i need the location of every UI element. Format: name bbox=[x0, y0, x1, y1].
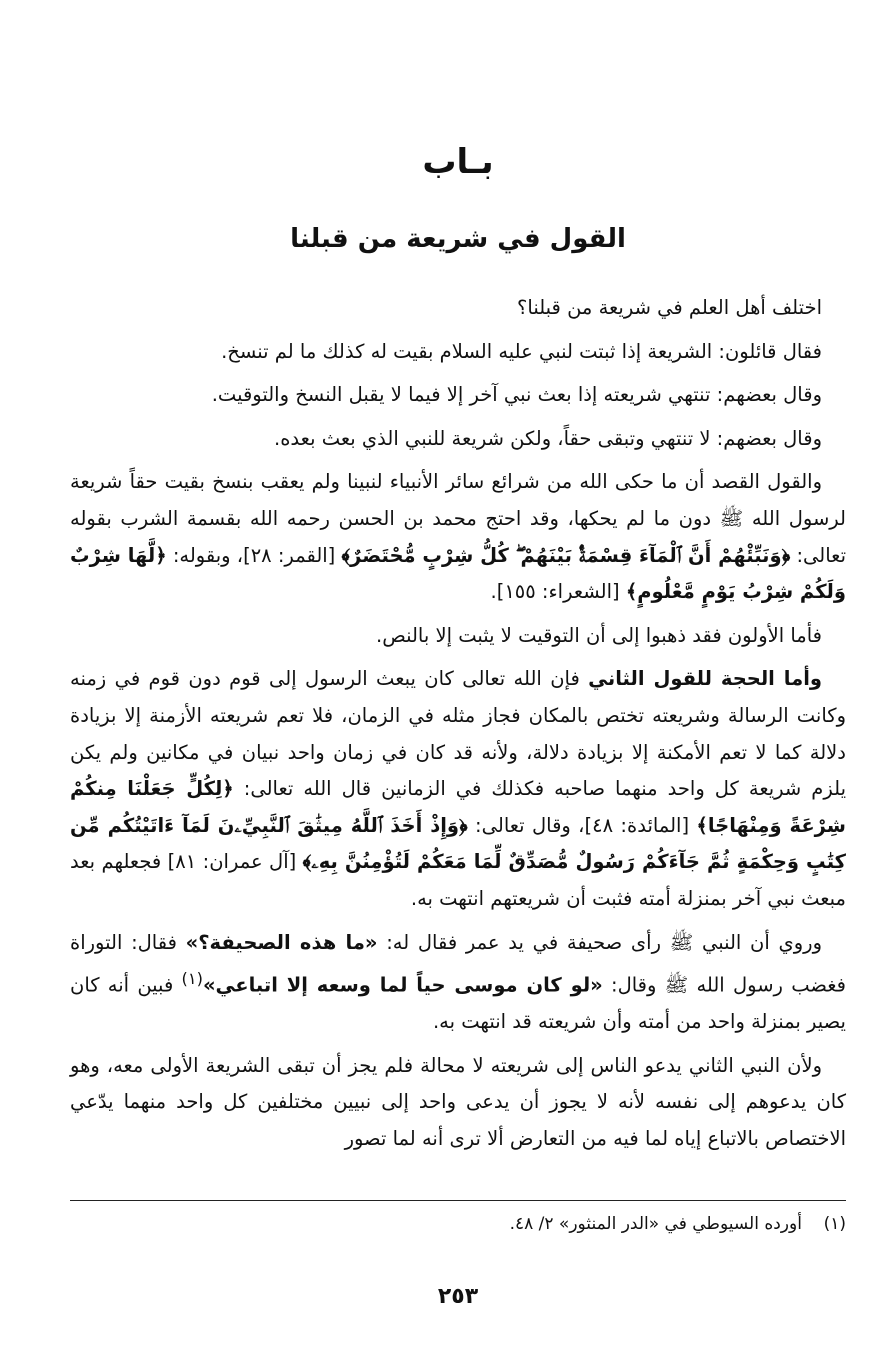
book-page bbox=[70, 0, 846, 1367]
quran-verse: ﴿وَإِذْ أَخَذَ ٱللَّهُ مِيثَٰقَ ٱلنَّبِيِّۦنَ لَمَآ ءَاتَيْتُكُم مِّن كِتَٰبٍ وَحِكْمَةٍ ثُمَّ جَآءَكُمْ رَسُولٌ مُّصَدِّقٌ لِّمَا مَعَكُمْ لَتُؤْمِنُنَّ بِهِۦ﴾ bbox=[70, 813, 847, 874]
footnote-divider bbox=[70, 1200, 846, 1201]
paragraph-text: وقال بعضهم: لا تنتهي وتبقى حقاً، ولكن شريعة للنبي الذي بعث بعده. bbox=[274, 426, 822, 450]
footnote-reference[interactable]: (١) bbox=[181, 969, 203, 989]
paragraph bbox=[70, 661, 846, 917]
paragraph-text: وقال بعضهم: تنتهي شريعته إذا بعث نبي آخر إلا فيما لا يقبل النسخ والتوقيت. bbox=[211, 383, 822, 407]
paragraph-text: [آل عمران: ٨١] فجعلهم بعد مبعث نبي آخر بمنزلة أمته فثبت أن شريعتهم انتهت به. bbox=[70, 850, 846, 910]
quran-verse: ﴿لِكُلٍّ جَعَلْنَا مِنكُمْ شِرْعَةً وَمِنْهَاجًا﴾ bbox=[70, 777, 846, 837]
paragraph-text: اختلف أهل العلم في شريعة من قبلنا؟ bbox=[517, 296, 822, 319]
paragraph-text: ولأن النبي الثاني يدعو الناس إلى شريعته لا محالة فلم يجز أن تبقى الشريعة الأولى معه، وهو كان يدعوهم إلى نفسه لأنه لا يجوز أن يدعى واحد إلى نبيين مختلفين كل واحد منهما يدّعي الاختصاص بالاتباع إياه لما فيه من التعارض ألا ترى أنه لما تصور bbox=[70, 1053, 846, 1150]
footnote-marker: (١) bbox=[823, 1214, 846, 1234]
paragraph-text: فبين أنه كان يصير بمنزلة واحد من أمته وأن شريعته قد انتهت به. bbox=[70, 973, 846, 1034]
paragraph-text: فأما الأولون فقد ذهبوا إلى أن التوقيت لا يثبت إلا بالنص. bbox=[376, 623, 822, 647]
paragraph-text: فقال قائلون: الشريعة إذا ثبتت لنبي عليه السلام بقيت له كذلك ما لم تنسخ. bbox=[221, 339, 822, 363]
paragraph bbox=[70, 618, 846, 655]
paragraph-text: وروي أن النبي ﷺ رأى صحيفة في يد عمر فقال له: bbox=[377, 930, 822, 954]
paragraph bbox=[70, 290, 846, 327]
footnote bbox=[70, 1210, 846, 1238]
quran-verse: ﴿لَّهَا شِرْبٌ وَلَكُمْ شِرْبُ يَوْمٍ مَّعْلُومٍ﴾ bbox=[70, 543, 846, 604]
paragraph bbox=[70, 377, 846, 414]
paragraph-text: فقال: التوراة فغضب رسول الله ﷺ وقال: bbox=[70, 930, 846, 997]
paragraph-text: [القمر: ٢٨]، وبقوله: bbox=[166, 543, 342, 567]
paragraph-text: والقول القصد أن ما حكى الله من شرائع سائر الأنبياء لنبينا ولم يعقب بنسخ بقيت حقاً شريعة لرسول الله ﷺ دون ما لم يحكها، وقد احتج محمد بن الحسن رحمه الله بقسمة الشرب بقوله تعالى: bbox=[70, 470, 846, 567]
footnote-text: أورده السيوطي في «الدر المنثور» ٢/ ٤٨. bbox=[509, 1214, 802, 1234]
body-text bbox=[70, 290, 846, 1165]
bold-heading-phrase: وأما الحجة للقول الثاني bbox=[588, 667, 823, 691]
chapter-title: بـاب bbox=[422, 142, 494, 182]
paragraph bbox=[70, 464, 846, 610]
page-number: ٢٥٣ bbox=[437, 1284, 479, 1309]
hadith-quote: «ما هذه الصحيفة؟» bbox=[185, 930, 378, 954]
quran-verse: ﴿وَنَبِّئْهُمْ أَنَّ ٱلْمَآءَ قِسْمَةٌۢ بَيْنَهُمْ ۖ كُلُّ شِرْبٍ مُّحْتَضَرٌ﴾ bbox=[341, 543, 791, 567]
paragraph bbox=[70, 925, 846, 1041]
section-subtitle: القول في شريعة من قبلنا bbox=[290, 224, 626, 254]
paragraph bbox=[70, 334, 846, 371]
paragraph-text: [المائدة: ٤٨]، وقال تعالى: bbox=[467, 813, 697, 837]
paragraph bbox=[70, 1048, 846, 1158]
paragraph bbox=[70, 421, 846, 458]
paragraph-text: [الشعراء: ١٥٥]. bbox=[490, 580, 626, 604]
hadith-quote: «لو كان موسى حياً لما وسعه إلا اتباعي» bbox=[202, 973, 603, 997]
paragraph-text: فإن الله تعالى كان يبعث الرسول إلى قوم دون قوم في زمنه وكانت الرسالة وشريعته تختص بالمكان فجاز مثله في الزمان، فلا تعم شريعته الأزمنة إلا بزيادة دلالة كما لا تعم الأمكنة إلا بزيادة دلالة، ولأنه قد كان في زمان واحد نبيان في مكانين ولم يكن يلزم شريعة كل واحد منهما صاحبه فكذلك في الزمانين قال الله تعالى: bbox=[70, 667, 846, 801]
